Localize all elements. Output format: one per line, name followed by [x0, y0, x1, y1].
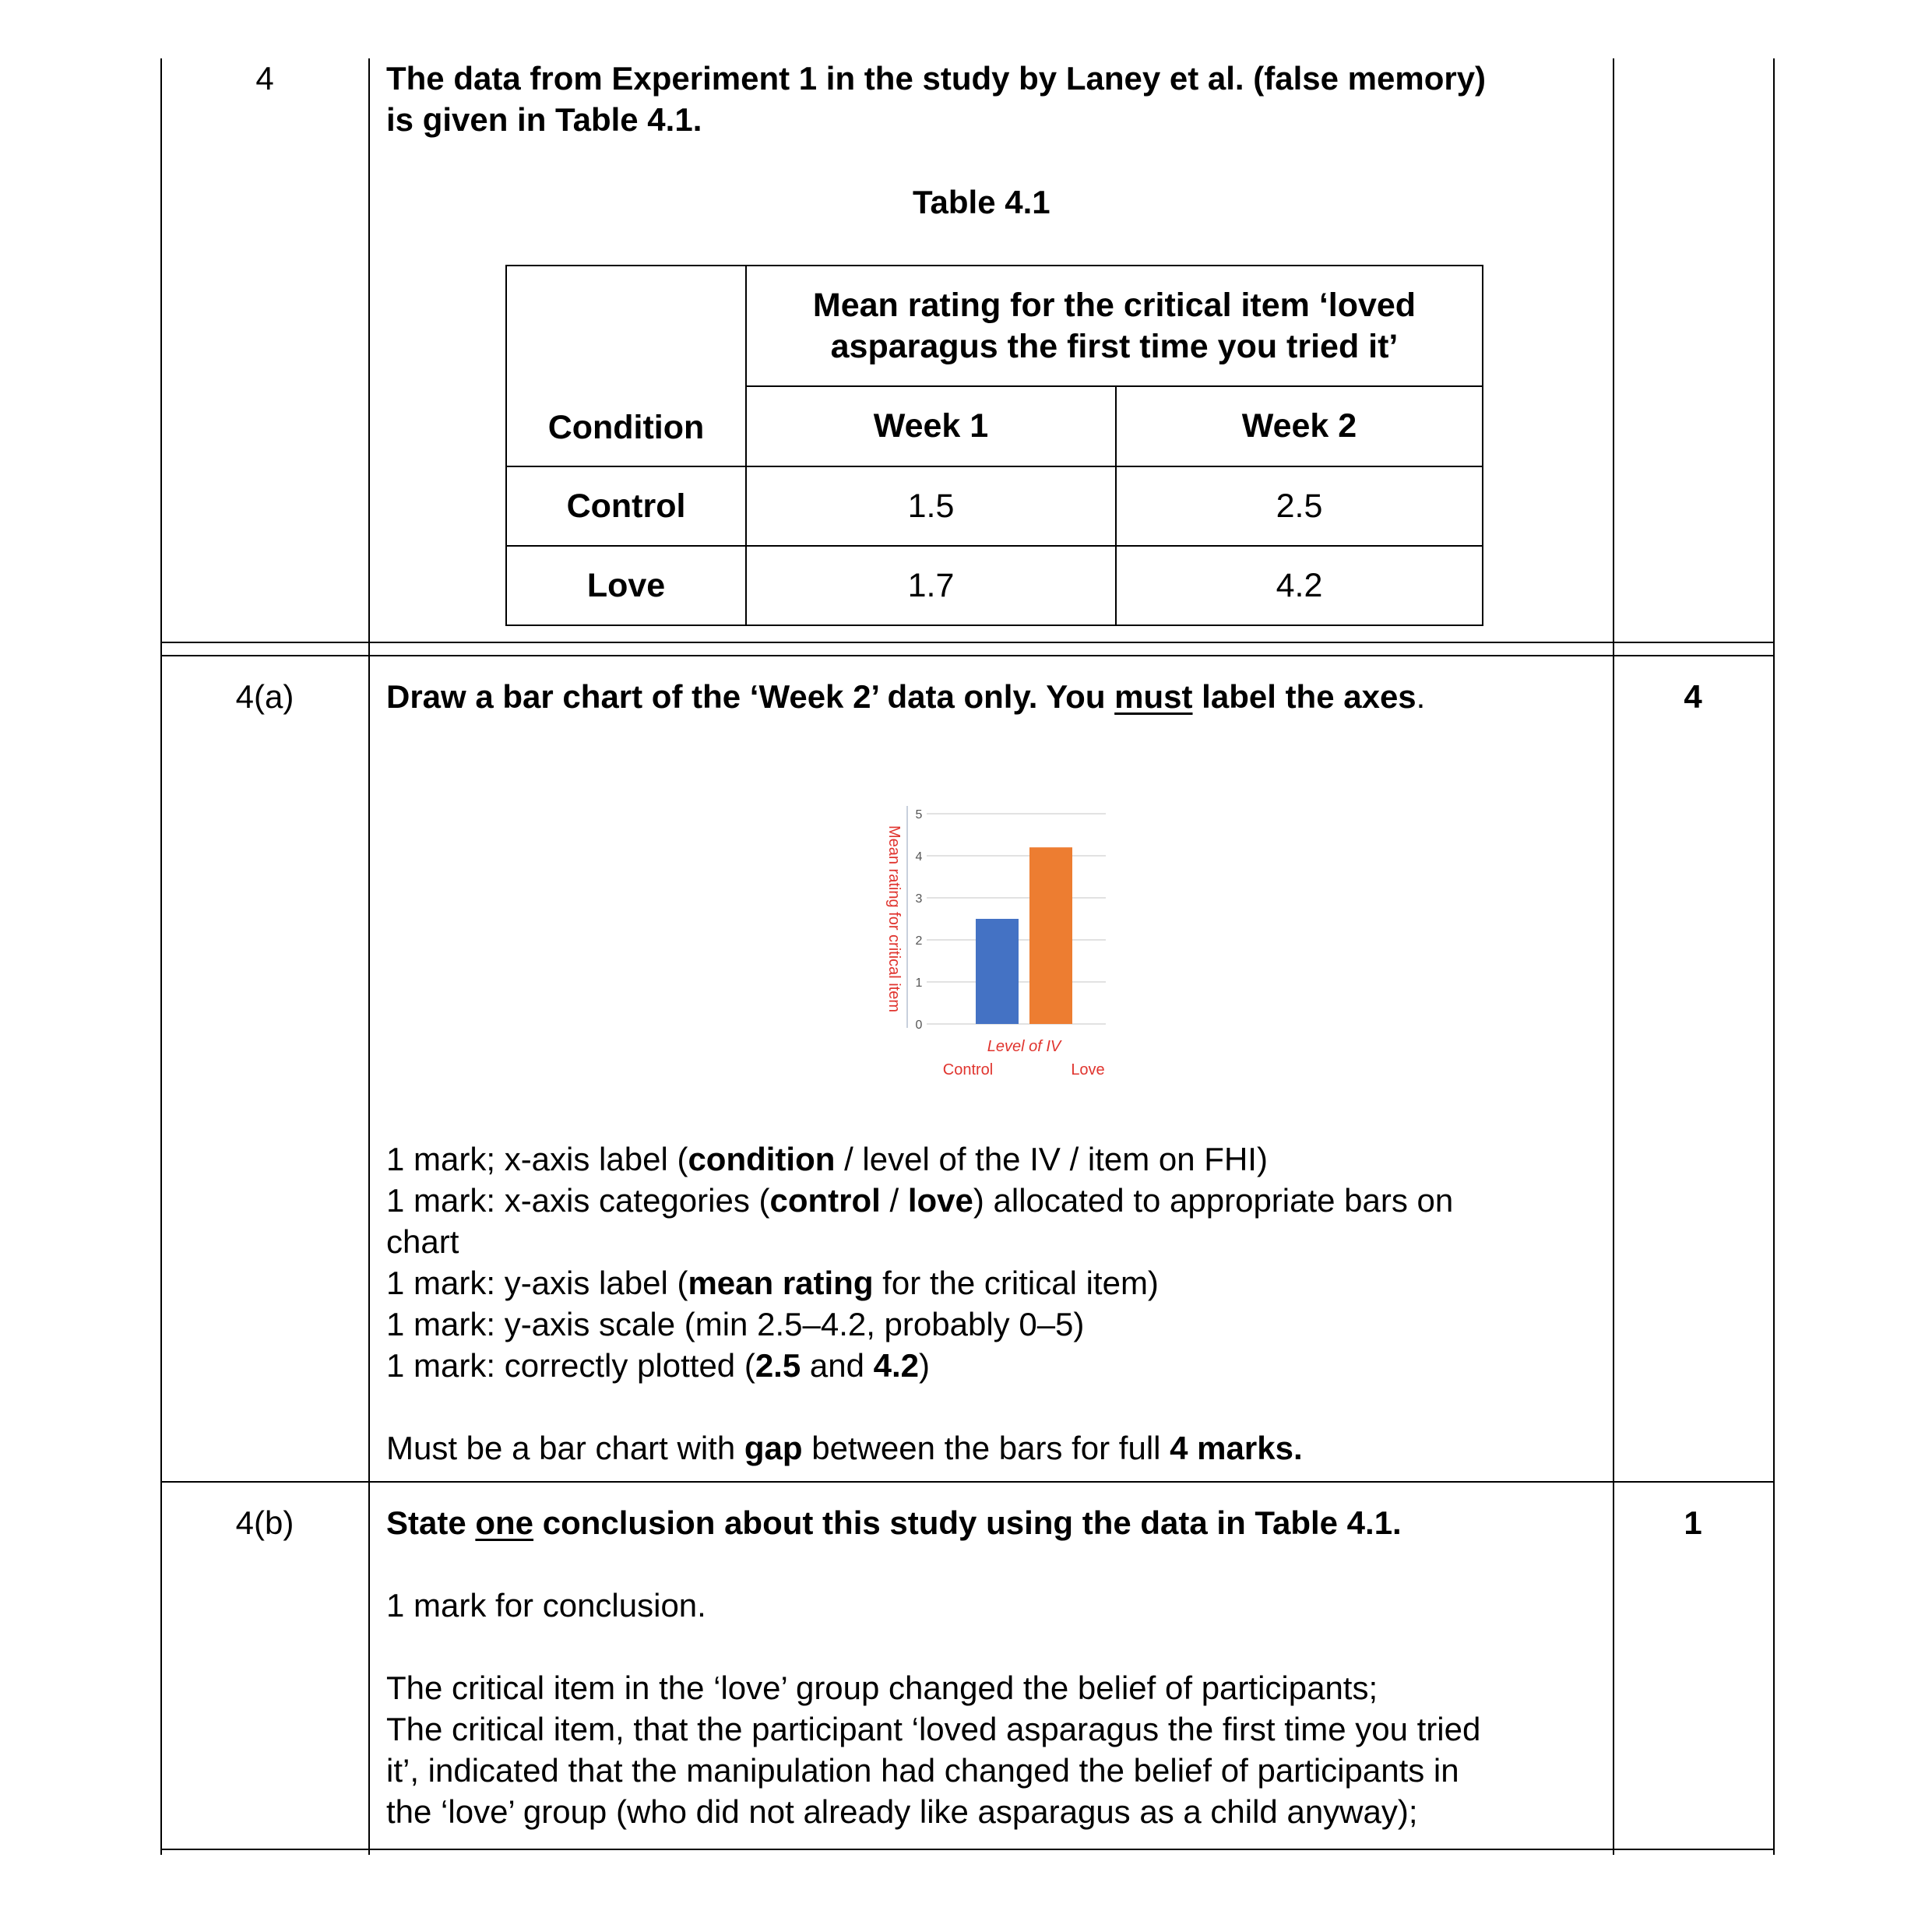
table-row	[506, 466, 1483, 546]
bar-love	[1029, 847, 1072, 1024]
question-4-text-line-2: is given in Table 4.1.	[386, 101, 702, 138]
outer-border-right	[1773, 58, 1775, 1855]
scheme-line-7: Must be a bar chart with gap between the bars for full 4 marks.	[386, 1430, 1303, 1466]
y-tick-label: 3	[915, 892, 923, 906]
bar-control	[976, 919, 1019, 1024]
question-number-4a: 4(a)	[235, 678, 294, 715]
row-divider-double-bottom	[160, 655, 1775, 656]
outer-border-left	[160, 58, 162, 1855]
x-axis-label: Level of IV	[987, 1038, 1061, 1055]
question-number-4: 4	[255, 60, 274, 97]
question-4a-text: Draw a bar chart of the ‘Week 2’ data only. You must label the axes.	[386, 678, 1426, 715]
y-tick-label: 0	[915, 1019, 923, 1032]
y-tick-label: 5	[915, 808, 923, 822]
outer-border-bottom	[160, 1849, 1775, 1850]
table-row	[506, 546, 1483, 625]
mark-note-4b: 1 mark for conclusion.	[386, 1587, 706, 1624]
row-week1-value: 1.5	[746, 466, 1116, 546]
row-divider-4b	[160, 1481, 1775, 1483]
question-4b-text: State one conclusion about this study using the data in Table 4.1.	[386, 1504, 1402, 1541]
marks-4a: 4	[1684, 678, 1702, 715]
marks-4b: 1	[1684, 1504, 1702, 1541]
condition-header: Condition	[506, 266, 746, 466]
y-axis-label: Mean rating for critical item	[885, 825, 903, 1013]
mean-rating-header: Mean rating for the critical item ‘loved asparagus the first time you tried it’	[746, 266, 1483, 386]
x-category-label: Love	[1071, 1061, 1105, 1078]
question-number-4b: 4(b)	[235, 1504, 294, 1541]
answer-line-1: The critical item in the ‘love’ group changed the belief of participants;	[386, 1670, 1378, 1706]
column-divider-2	[1613, 58, 1614, 1855]
question-4-text-line-1: The data from Experiment 1 in the study by Laney et al. (false memory)	[386, 60, 1487, 97]
data-table-4-1	[505, 265, 1483, 626]
scheme-line-1: 1 mark; x-axis label (condition / level of the IV / item on FHI)	[386, 1141, 1268, 1177]
week2-bar-chart	[872, 767, 1129, 1094]
row-week2-value: 2.5	[1116, 466, 1483, 546]
x-category-label: Control	[942, 1061, 994, 1078]
scheme-line-4: 1 mark: y-axis label (mean rating for the critical item)	[386, 1265, 1159, 1301]
row-divider-double-top	[160, 642, 1775, 643]
week1-header: Week 1	[746, 386, 1116, 466]
row-week2-value: 4.2	[1116, 546, 1483, 625]
scheme-line-3: chart	[386, 1223, 459, 1260]
table-title: Table 4.1	[913, 184, 1050, 220]
scheme-line-6: 1 mark: correctly plotted (2.5 and 4.2)	[386, 1347, 931, 1384]
scheme-line-5: 1 mark: y-axis scale (min 2.5–4.2, probably 0–5)	[386, 1306, 1085, 1342]
y-tick-label: 4	[915, 850, 923, 864]
answer-line-2: The critical item, that the participant ‘loved asparagus the first time you tried	[386, 1711, 1481, 1747]
row-condition: Love	[506, 546, 746, 625]
scheme-line-2: 1 mark: x-axis categories (control / love) allocated to appropriate bars on	[386, 1182, 1454, 1219]
y-tick-label: 1	[915, 976, 923, 990]
week2-header: Week 2	[1116, 386, 1483, 466]
y-tick-label: 2	[915, 934, 923, 948]
column-divider-1	[368, 58, 370, 1855]
row-week1-value: 1.7	[746, 546, 1116, 625]
row-condition: Control	[506, 466, 746, 546]
answer-line-4: the ‘love’ group (who did not already like asparagus as a child anyway);	[386, 1793, 1418, 1830]
answer-line-3: it’, indicated that the manipulation had changed the belief of participants in	[386, 1752, 1459, 1789]
